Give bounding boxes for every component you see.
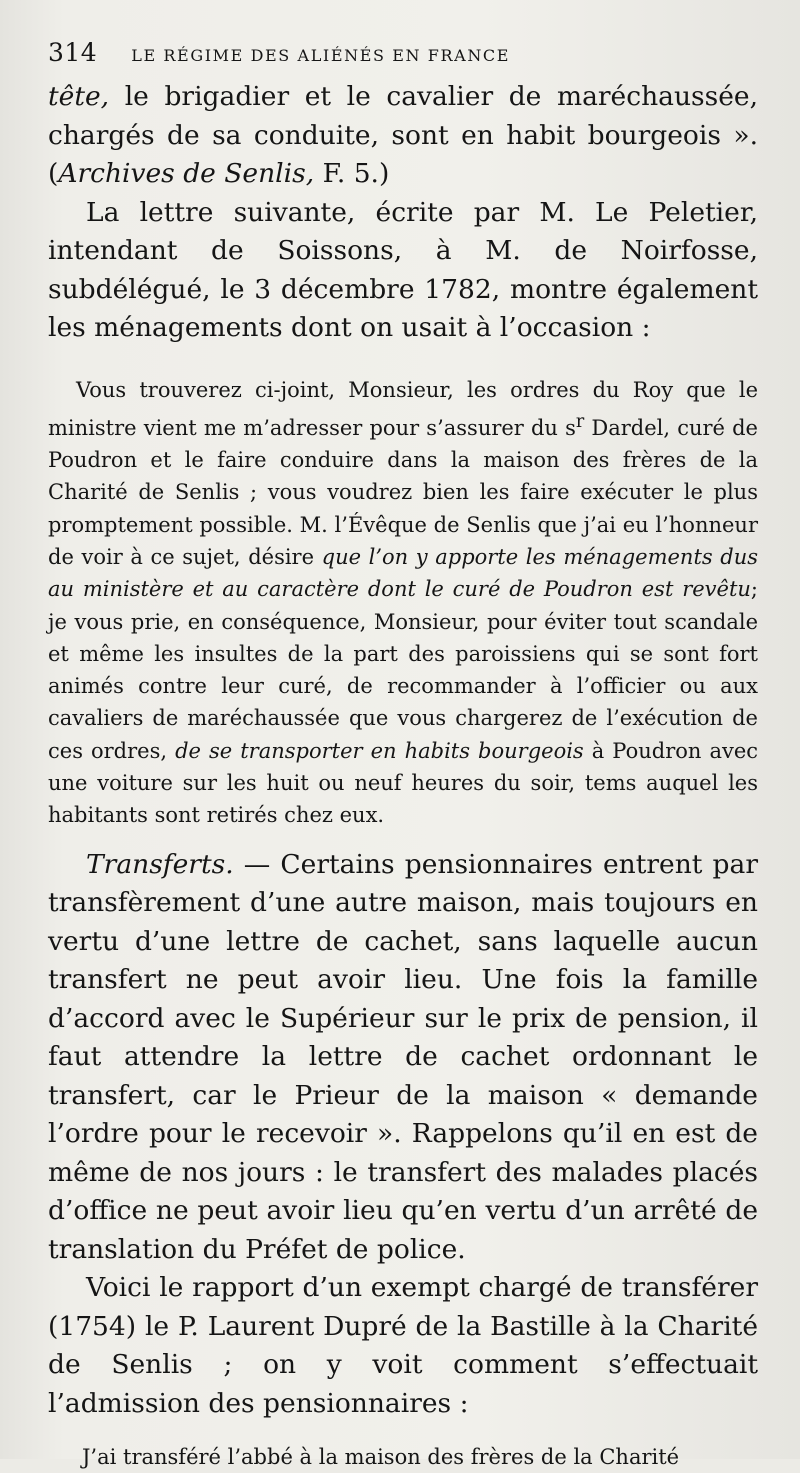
italic-word: tête, <box>48 81 110 112</box>
quote-text: à Poudron avec une voiture sur les huit ou neuf heures du soir, tems auquel les habitants sont retirés chez eux. <box>48 738 759 828</box>
running-title: LE RÉGIME DES ALIÉNÉS EN FRANCE <box>131 46 511 65</box>
quote-italic: que l’on y apporte les ménagements dus au ministère et au caractère dont le curé de Poudron est revêtu <box>48 544 759 602</box>
section-heading: Transferts. <box>86 848 234 880</box>
quote-text: ; je vous prie, en conséquence, Monsieur, pour éviter tout scandale et même les insultes de la part des paroissiens qui se sont fort animés contre leur curé, de recommander à l’officier ou aux cavaliers de maréchaussée que vous chargerez de l’exécution de ces ordres, <box>48 577 758 763</box>
paragraph-text: F. 5.) <box>314 158 390 189</box>
paragraph-transferts <box>48 846 758 1270</box>
superscript: r <box>575 411 585 432</box>
quote-italic: de se transporter en habits bourgeois <box>175 738 584 763</box>
page-number: 314 <box>48 38 98 67</box>
quoted-report: J’ai transféré l’abbé à la maison des frères de la Charité <box>82 1445 680 1470</box>
paragraph-continuation <box>48 78 758 194</box>
paragraph-text: — Certains pensionnaires entrent par transfèrement d’une autre maison, mais toujours en vertu d’une lettre de cachet, sans laquelle aucun transfert ne peut avoir lieu. Une fois la famille d’accord avec le Supérieur sur le prix de pension, il faut attendre la lettre de cachet ordonnant le transfert, car le Prieur de la maison « demande l’ordre pour le recevoir ». Rappelons qu’il en est de même de nos jours : le transfert des malades placés d’office ne peut avoir lieu qu’en vertu d’un arrêté de translation du Préfet de police. <box>48 848 758 1265</box>
paragraph-report-intro: Voici le rapport d’un exempt chargé de transférer (1754) le P. Laurent Dupré de la Bastille à la Charité de Senlis ; on y voit comment s’effectuait l’admission des pensionnaires : <box>48 1272 758 1419</box>
source-citation: Archives de Senlis, <box>58 158 315 189</box>
paragraph-letter-intro: La lettre suivante, écrite par M. Le Peletier, intendant de Soissons, à M. de Noirfosse, subdélégué, le 3 décembre 1782, montre également les ménagements dont on usait à l’occasion : <box>48 196 758 343</box>
paragraph-text: le brigadier et le cavalier de maréchaussée, chargés de sa conduite, sont en habit bourgeois ». ( <box>48 81 758 189</box>
quoted-letter <box>48 374 758 832</box>
quote-text: Vous trouverez ci-joint, Monsieur, les ordres du Roy que le ministre vient me m’adresser pour s’assurer du s <box>48 377 758 440</box>
main-text <box>48 78 758 1473</box>
page-header <box>48 38 758 78</box>
quote-text: Dardel, curé de Poudron et le faire conduire dans la maison des frères de la Charité de Senlis ; vous voudrez bien les faire exécuter le plus promptement possible. M. l’Évêque de Senlis que j’ai eu l’honneur de voir à ce sujet, désire <box>48 415 758 569</box>
